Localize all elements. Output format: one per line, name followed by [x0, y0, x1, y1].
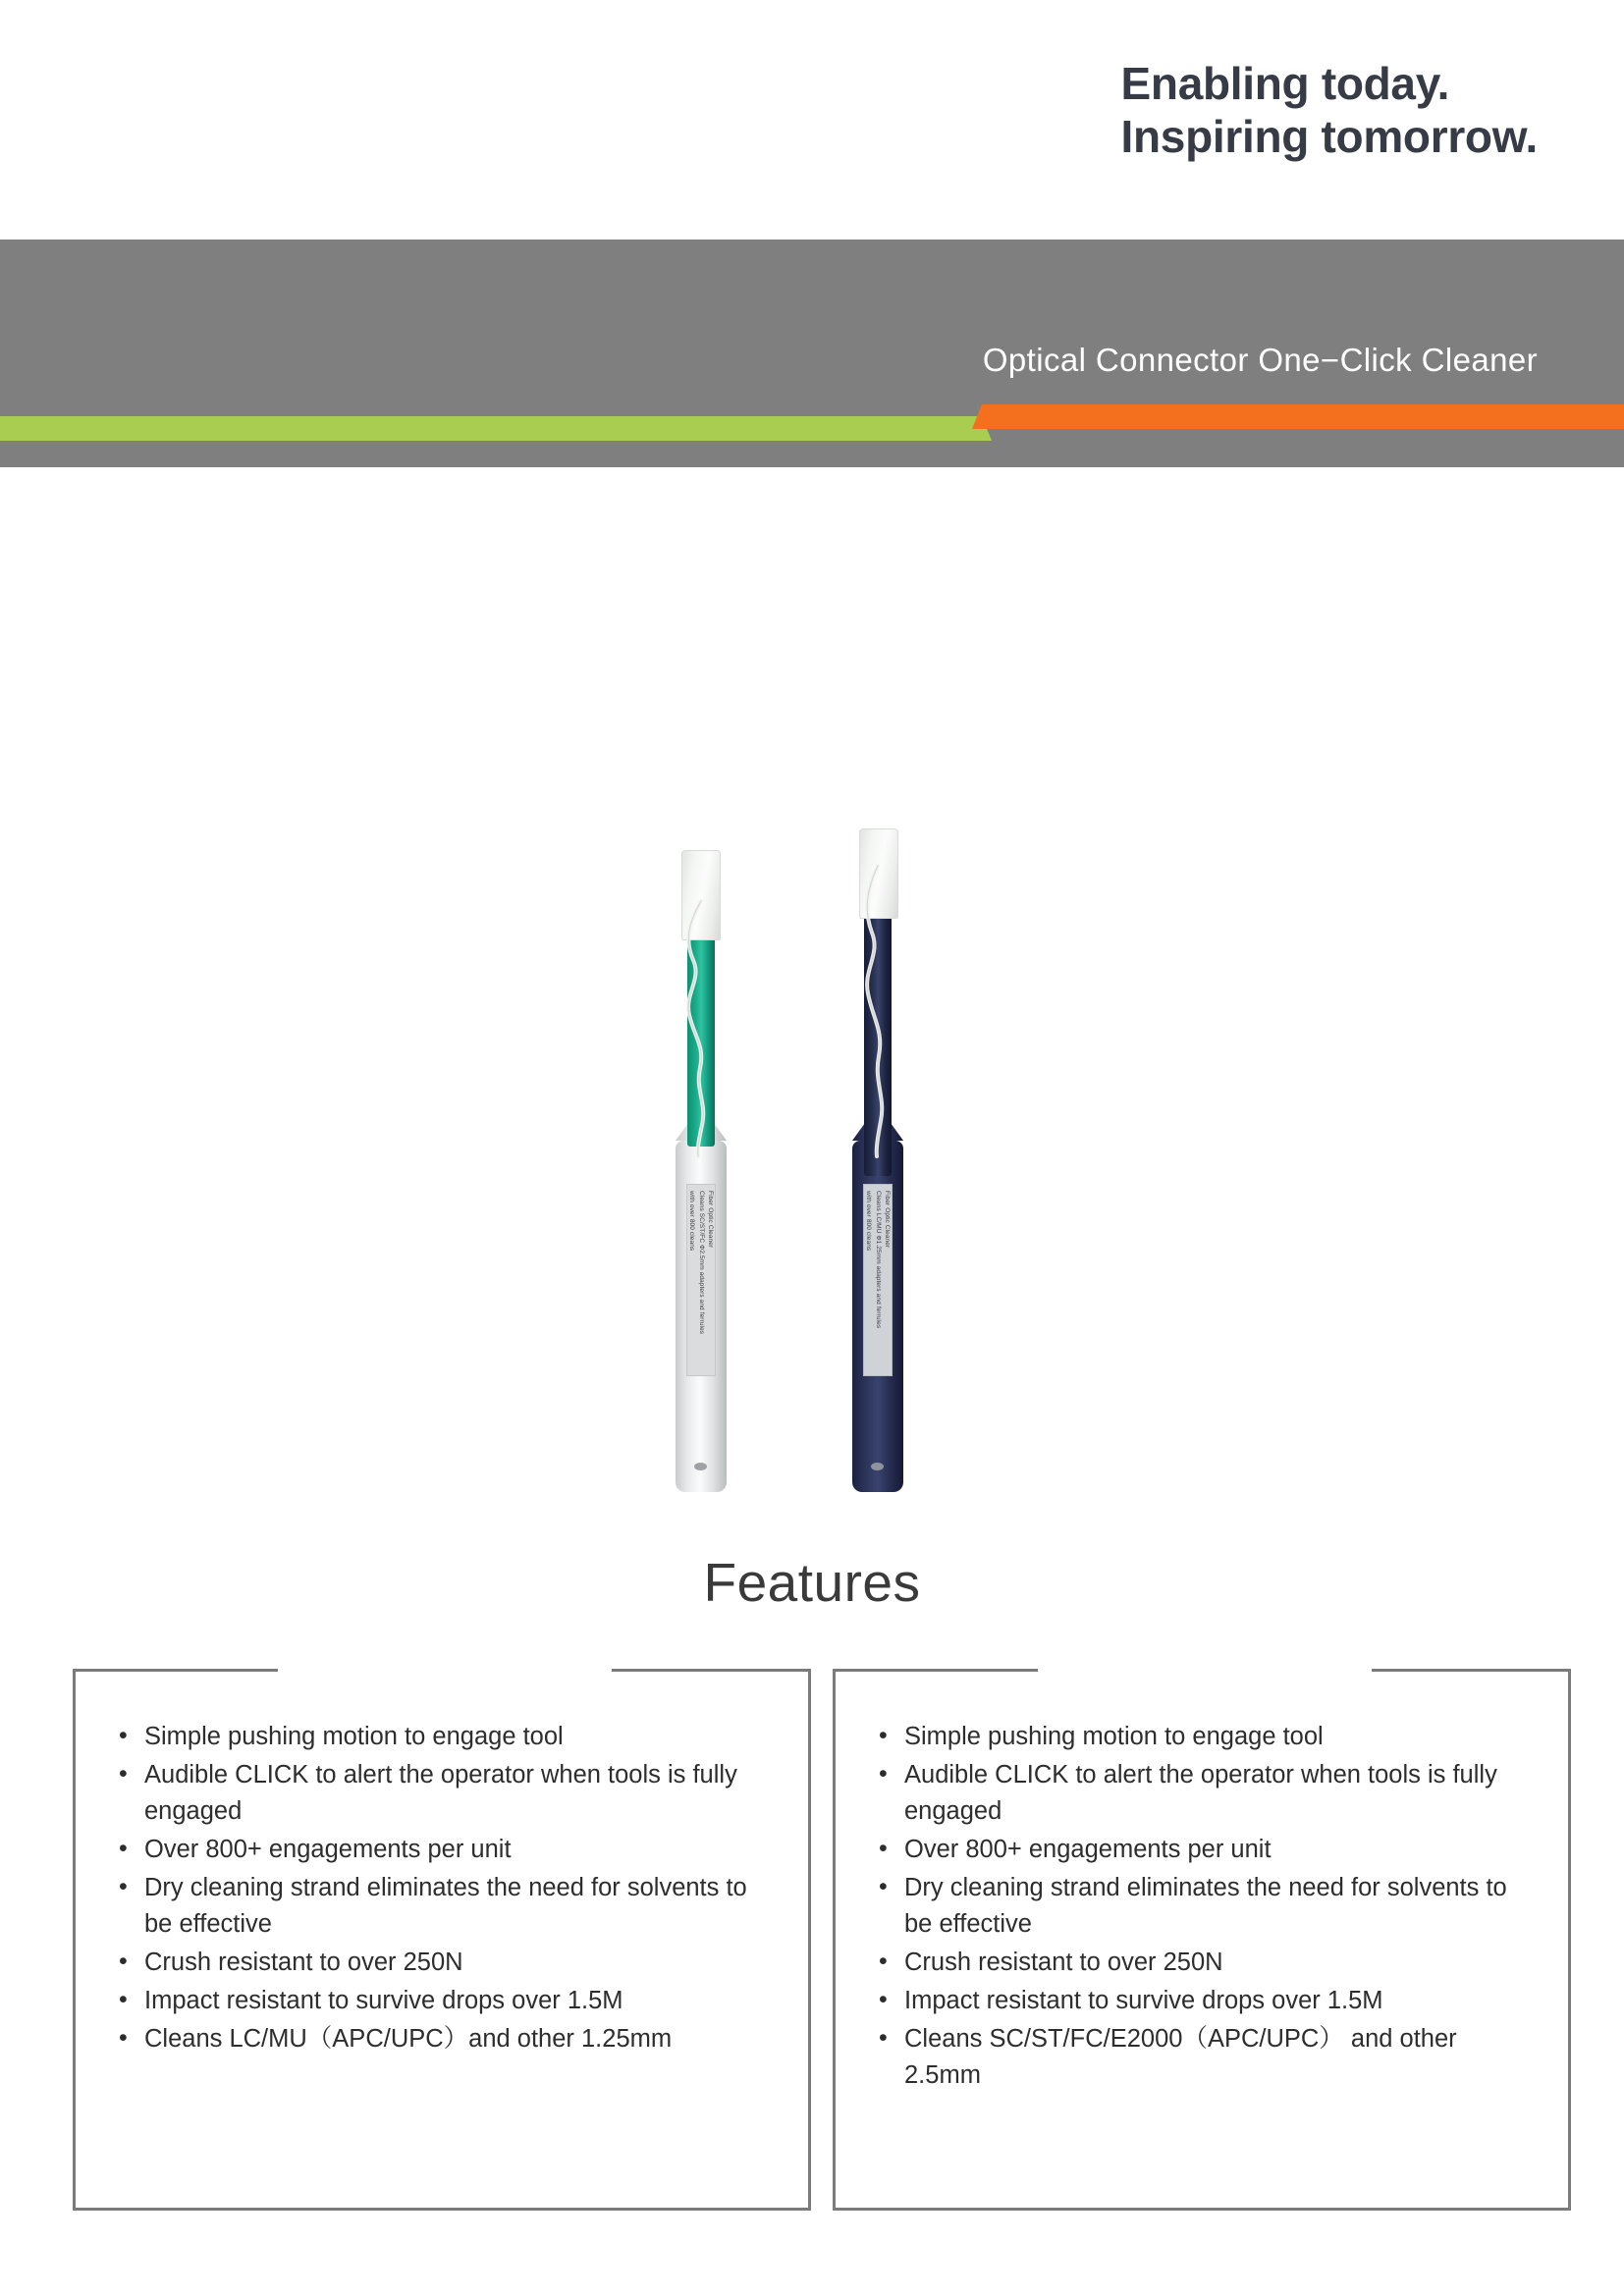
pen-label-text	[687, 1191, 715, 1334]
tagline-line-1: Enabling today.	[1120, 58, 1450, 109]
feature-box-left	[73, 1669, 811, 2211]
feature-list-item: • Simple pushing motion to engage tool	[879, 1719, 1539, 1755]
feature-list-item: • Impact resistant to survive drops over 1.5M	[119, 1983, 779, 2019]
tagline	[1121, 57, 1538, 164]
pen-cap	[859, 828, 898, 919]
pen-label-sticker	[686, 1184, 716, 1376]
feature-list-item: • Audible CLICK to alert the operator when tools is fully engaged	[879, 1757, 1539, 1830]
feature-list-item: • Cleans LC/MU（APC/UPC）and other 1.25mm	[119, 2021, 779, 2057]
feature-list-item: • Impact resistant to survive drops over 1.5M	[879, 1983, 1539, 2019]
pen-label-line-2: Cleans SC/ST/FC Φ2.5mm adapters and ferrules	[697, 1191, 705, 1335]
border-gap	[1038, 1668, 1372, 1674]
pen-label-line-1: Fiber Optic Cleaner	[707, 1191, 715, 1249]
feature-box-right	[833, 1669, 1571, 2211]
feature-list-item: • Dry cleaning strand eliminates the need for solvents to be effective	[879, 1870, 1539, 1943]
accent-bar-orange	[972, 404, 1624, 429]
features-heading: Features	[703, 1552, 921, 1613]
pen-label-line-2: Cleans LC/MU Φ1.25mm adapters and ferrules	[874, 1191, 882, 1329]
pen-vent	[871, 1463, 884, 1470]
feature-list-item: • Crush resistant to over 250N	[879, 1945, 1539, 1981]
feature-list-right	[836, 1672, 1568, 2094]
accent-bar-green	[0, 416, 992, 441]
feature-list-item: • Dry cleaning strand eliminates the need for solvents to be effective	[119, 1870, 779, 1943]
border-gap	[278, 1668, 612, 1674]
feature-list-item: • Over 800+ engagements per unit	[879, 1832, 1539, 1868]
pen-cap	[681, 850, 721, 940]
feature-list-item: • Simple pushing motion to engage tool	[119, 1719, 779, 1755]
feature-list-item: • Cleans SC/ST/FC/E2000（APC/UPC） and other 2.5mm	[879, 2021, 1539, 2094]
product-image-area	[0, 550, 1624, 1492]
pen-label-line-3: with over 800 cleans	[688, 1191, 696, 1252]
pen-label-text	[864, 1191, 892, 1328]
pen-vent	[694, 1463, 707, 1470]
feature-list-item: • Audible CLICK to alert the operator when tools is fully engaged	[119, 1757, 779, 1830]
feature-list-left	[76, 1672, 808, 2057]
pen-label-sticker	[863, 1184, 893, 1376]
pen-label-line-3: with over 800 cleans	[865, 1191, 873, 1252]
pen-label-line-1: Fiber Optic Cleaner	[884, 1191, 892, 1249]
product-title: Optical Connector One−Click Cleaner	[982, 342, 1538, 378]
feature-list-item: • Crush resistant to over 250N	[119, 1945, 779, 1981]
tagline-line-2: Inspiring tomorrow.	[1120, 111, 1538, 163]
feature-list-item: • Over 800+ engagements per unit	[119, 1832, 779, 1868]
